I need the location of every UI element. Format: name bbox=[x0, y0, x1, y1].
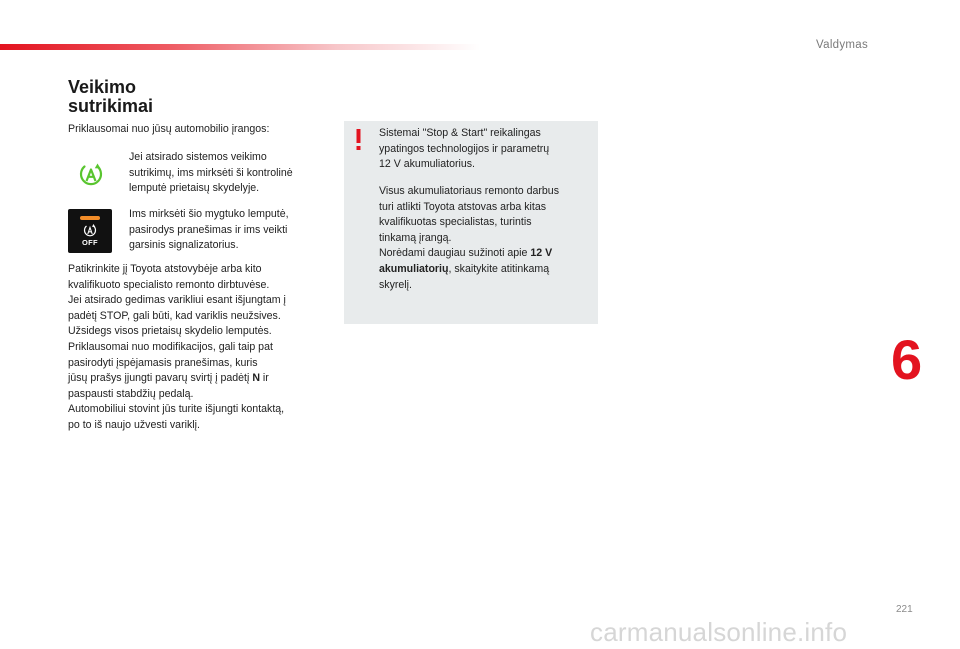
auto-stop-warning-icon bbox=[78, 162, 104, 188]
exclamation-icon bbox=[355, 129, 363, 151]
top-accent-bar bbox=[0, 44, 480, 50]
watermark: carmanualsonline.info bbox=[590, 617, 848, 647]
title-line-1: Veikimo bbox=[68, 77, 137, 97]
body-text: Patikrinkite jį Toyota atstovybėje arba kito kvalifikuoto specialisto remonto dirbtuvėse. Jei atsirado gedimas varikliui esant išjungtam į padėtį STOP, gali būti, kad variklis neužsives. Užsidegs visos prietaisų skydelio lemputės. Priklausomai nuo modifikacijos, gali taip pat pasirodyti įspėjamasis pranešimas, kuris jūsų prašys įjungti pavarų svirtį į padėtį N ir paspausti stabdžių pedalą. Automobiliui stovint jūs turite išjungti kontaktą, po to iš naujo užvesti variklį. bbox=[68, 263, 286, 431]
title-line-2: sutrikimai bbox=[68, 96, 154, 116]
note-paragraph-2: Visus akumuliatoriaus remonto darbus turi atlikti Toyota atstovas arba kitas kvalifikuotas specialistas, turintis tinkamą įrangą. Norėdami daugiau sužinoti apie 12 V akumuliatorių, skaitykite atitinkamą skyrelį. bbox=[379, 185, 559, 291]
chapter-number: 6 bbox=[891, 328, 923, 391]
section-label: Valdymas bbox=[816, 39, 869, 51]
off-label: OFF bbox=[82, 238, 98, 247]
stop-start-off-button-icon bbox=[68, 209, 112, 253]
page-number: 221 bbox=[896, 604, 913, 615]
item-2-text: Ims mirksėti šio mygtuko lemputė, pasirodys pranešimas ir ims veikti garsinis signalizatorius. bbox=[129, 208, 289, 252]
page-title bbox=[68, 78, 153, 116]
intro-text: Priklausomai nuo jūsų automobilio įrangos: bbox=[68, 123, 270, 135]
note-paragraph-1: Sistemai "Stop & Start" reikalingas ypatingos technologijos ir parametrų 12 V akumuliatorius. bbox=[379, 127, 550, 171]
item-1-text: Jei atsirado sistemos veikimo sutrikimų, ims mirksėti ši kontrolinė lemputė prietaisų skydelyje. bbox=[129, 151, 293, 195]
